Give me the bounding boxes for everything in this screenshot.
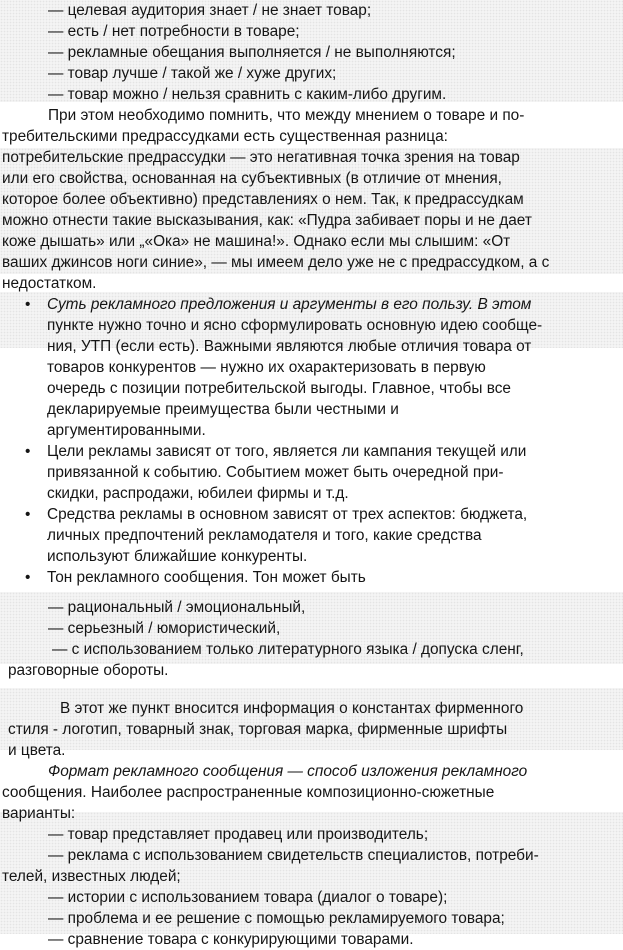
text-line: очередь с позиции потребительской выгоды. Главное, чтобы все xyxy=(47,380,511,397)
text-line: — есть / нет потребности в товаре; xyxy=(48,23,300,40)
text-line: или его свойства, основанная на субъективных (в отличие от мнения, xyxy=(2,170,502,187)
text-line: требительскими предрассудками есть существенная разница: xyxy=(2,128,448,145)
text-line: можно отнести такие высказывания, как: «Пудра забивает поры и не дает xyxy=(2,212,532,229)
text-line: личных предпочтений рекламодателя и того, какие средства xyxy=(47,527,482,544)
bullet-icon: • xyxy=(25,296,31,313)
paragraph-start-line: В этот же пункт вносится информация о константах фирменного xyxy=(60,700,524,717)
text-line: — с использованием только литературного языка / допуска сленг, xyxy=(52,641,524,658)
text-line: — сравнение товара с конкурирующими товарами. xyxy=(48,931,414,948)
bullet-item-goals xyxy=(0,441,623,462)
text-line: ния, УТП (если есть). Важными являются любые отличия товара от xyxy=(47,338,532,355)
paragraph-start-line: При этом необходимо помнить, что между мнением о товаре и по- xyxy=(48,107,525,124)
bullet-icon: • xyxy=(25,506,31,523)
paragraph-start-line: Формат рекламного сообщения — способ изложения рекламного xyxy=(48,763,528,780)
bullet-icon: • xyxy=(25,443,31,460)
text-line: телей, известных людей; xyxy=(2,868,181,885)
bullet-line: Цели рекламы зависят от того, является ли кампания текущей или xyxy=(47,443,527,460)
text-line: используют ближайшие конкуренты. xyxy=(47,548,308,565)
text-line: — товар можно / нельзя сравнить с каким-либо другим. xyxy=(48,86,447,103)
text-line: и цвета. xyxy=(8,742,66,759)
text-line: скидки, распродажи, юбилеи фирмы и т.д. xyxy=(47,485,349,502)
text-line: — проблема и ее решение с помощью рекламируемого товара; xyxy=(48,910,505,927)
text-line: недостатком. xyxy=(2,275,97,292)
bullet-line: Средства рекламы в основном зависят от трех аспектов: бюджета, xyxy=(47,506,528,523)
text-line: потребительские предрассудки — это негативная точка зрения на товар xyxy=(2,149,520,166)
text-line: которое более объективно) представлениях о нем. Так, к предрассудкам xyxy=(2,191,524,208)
bullet-item-tone xyxy=(0,567,623,588)
text-line: — реклама с использованием свидетельств специалистов, потреби- xyxy=(48,847,539,864)
text-line: варианты: xyxy=(2,805,76,822)
bullet-item-offer xyxy=(0,294,623,315)
text-line: коже дышать» или „«Ока» не машина!». Однако если мы слышим: «От xyxy=(2,233,511,250)
bullet-line: Суть рекламного предложения и аргументы в его пользу. В этом xyxy=(47,296,532,313)
text-line: привязанной к событию. Событием может быть очередной при- xyxy=(47,464,504,481)
bullet-line: Тон рекламного сообщения. Тон может быть xyxy=(47,569,366,586)
text-line: — истории с использованием товара (диалог о товаре); xyxy=(48,889,448,906)
text-line: разговорные обороты. xyxy=(8,662,169,679)
text-line: декларируемые преимущества были честными и xyxy=(47,401,399,418)
text-line: — товар лучше / такой же / хуже других; xyxy=(48,65,337,82)
text-line: стиля - логотип, товарный знак, торговая марка, фирменные шрифты xyxy=(8,721,508,738)
bullet-item-means xyxy=(0,504,623,525)
text-line: товаров конкурентов — нужно их охарактеризовать в первую xyxy=(47,359,486,376)
text-line: — серьезный / юмористический, xyxy=(48,620,281,637)
text-line: — товар представляет продавец или производитель; xyxy=(48,826,429,843)
text-line: пункте нужно точно и ясно сформулировать основную идею сообще- xyxy=(47,317,543,334)
text-line: сообщения. Наиболее распространенные композиционно-сюжетные xyxy=(2,784,495,801)
text-line: ваших джинсов ноги синие», — мы имеем дело уже не с предрассудком, а с xyxy=(2,254,550,271)
text-line: аргументированными. xyxy=(47,422,206,439)
text-line: — рациональный / эмоциональный, xyxy=(48,599,306,616)
text-line: — целевая аудитория знает / не знает товар; xyxy=(48,2,372,19)
text-line: — рекламные обещания выполняется / не выполняются; xyxy=(48,44,456,61)
bullet-icon: • xyxy=(25,569,31,586)
